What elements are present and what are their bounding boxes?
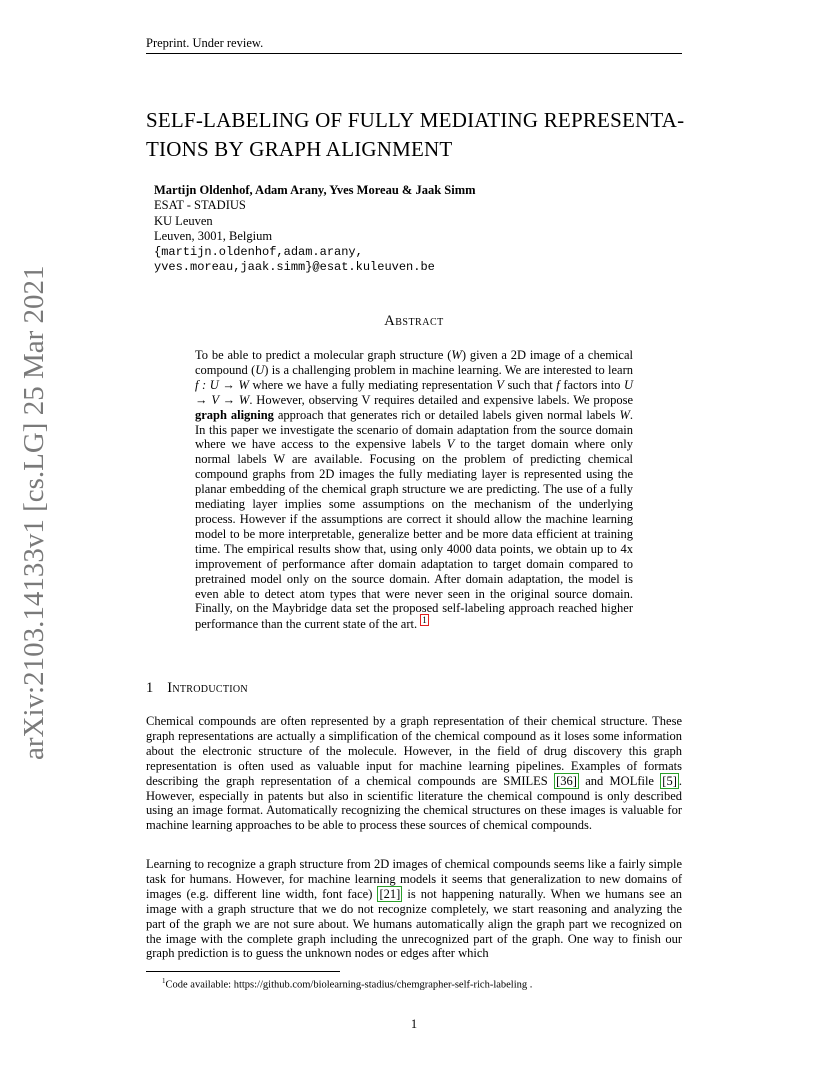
- arxiv-stamp: arXiv:2103.14133v1 [cs.LG] 25 Mar 2021: [18, 265, 50, 760]
- author-block: [154, 183, 476, 275]
- abstract-heading: Abstract: [384, 313, 444, 329]
- intro-paragraph: Learning to recognize a graph structure from 2D images of chemical compounds seems like a fairly simple task for humans. However, for machine learning models it seems that generalization to new domains of images (e.g. different line width, font face) [21] is not happening naturally. When we humans see an image with a graph structure that we do not recognize completely, we start reasoning and analyzing the part of the graph we are not sure about. We humans automatically align the graph part we recognized on the image with the complete graph including the unrecognized part of the graph. One way to finish our graph prediction is to guess the unknown nodes or edges after which: [146, 857, 682, 961]
- intro-paragraph: Chemical compounds are often represented by a graph representation of their chemical structure. These graph representations are actually a simplification of the chemical compound as it loses some information about the electronic structure of the molecule. However, in the field of drug discovery this graph representation is often used as valuable input for machine learning pipelines. Examples of formats describing the graph representation of a chemical compounds are SMILES [36] and MOLfile [5] . However, especially in patents but also in scientific literature the chemical compound is only described using an image format. Automatically recognizing the chemical structures on these images is valuable for machine learning approaches to be able to process these sources of chemical compounds.: [146, 714, 682, 833]
- running-header: Preprint. Under review.: [146, 36, 264, 50]
- section-heading: 1 Introduction: [146, 680, 248, 696]
- header-rule: [146, 53, 682, 54]
- author-emails: yves.moreau,jaak.simm}@esat.kuleuven.be: [154, 260, 435, 275]
- abstract-text: To be able to predict a molecular graph structure (W) given a 2D image of a chemical compound (U) is a challenging problem in machine learning. We are interested to learn f : U → W where we have a fully mediating representation V such that f factors into U → V → W. However, observing V requires detailed and expensive labels. We propose graph aligning approach that generates rich or detailed labels given normal labels W. In this paper we investigate the scenario of domain adaptation from the source domain where we have access to the expensive labels V to the target domain where only normal labels W are available. Focusing on the problem of predicting chemical compound graphs from 2D images the fully mediating layer is represented using the planar embedding of the chemical graph structure we are predicting. The use of a fully mediating layer implies some assumptions on the mechanism of the underlying process. However if the assumptions are correct it should allow the machine learning model to be more interpretable, generalize better and be more data efficient at training time. The empirical results show that, using only 4000 data points, we obtain up to 4x improvement of performance after domain adaptation to target domain compared to pretrained model only on the source domain. After domain adaptation, the model is even able to detect atom types that were never seen in the original source domain. Finally, on the Maybridge data set the proposed self-labeling approach reached higher performance than the current state of the art. $^1$: [195, 348, 634, 632]
- affiliation-line: ESAT - STADIUS: [154, 198, 246, 213]
- author-emails: {martijn.oldenhof,adam.arany,: [154, 244, 363, 259]
- footnote-link[interactable]: 1: [422, 615, 427, 626]
- citation-link[interactable]: [5]: [662, 773, 677, 788]
- page-number: 1: [410, 1017, 418, 1031]
- citation-link[interactable]: [36]: [556, 773, 577, 788]
- citation-link[interactable]: [21]: [379, 886, 401, 901]
- affiliation-line: KU Leuven: [154, 213, 213, 228]
- affiliation-line: Leuven, 3001, Belgium: [154, 229, 273, 244]
- author-names: Martijn Oldenhof, Adam Arany, Yves Moreau & Jaak Simm: [154, 183, 476, 197]
- footnote: $^1$Code available: https://github.com/biolearning-stadius/chemgrapher-self-rich-labeling .: [162, 977, 533, 991]
- footnote-rule: [146, 971, 340, 972]
- paper-title: SELF-LABELING OF FULLY MEDIATING REPRESENTA- TIONS BY GRAPH ALIGNMENT: [146, 108, 685, 161]
